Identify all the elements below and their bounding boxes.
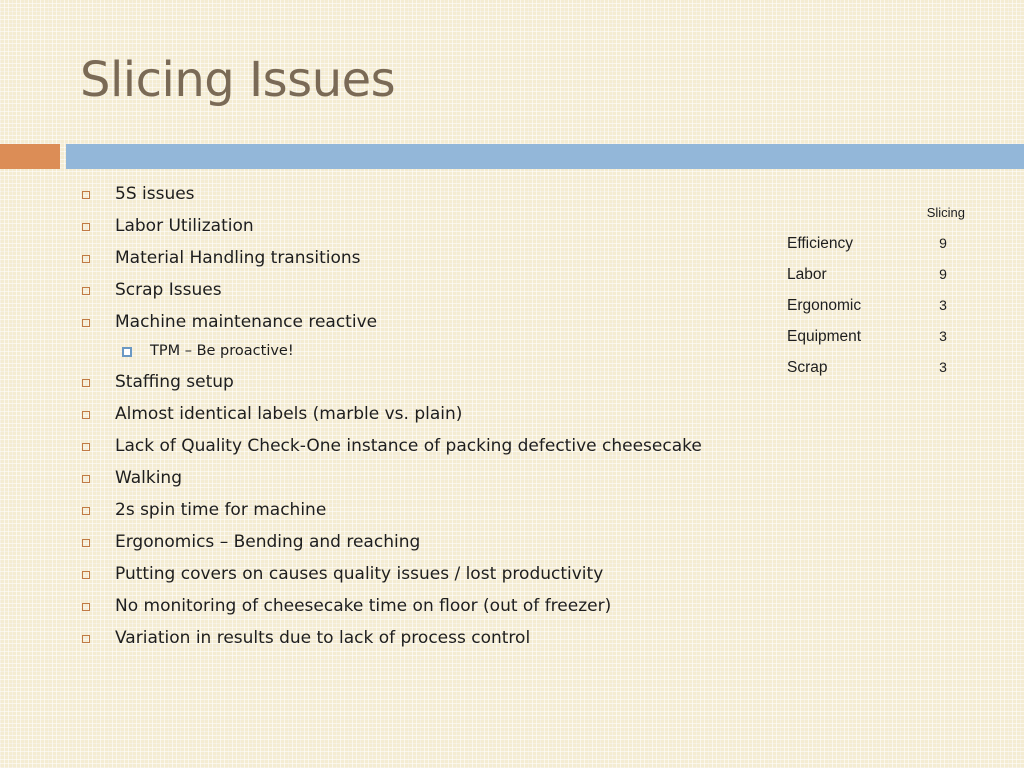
table-header	[787, 198, 977, 228]
bullet-item	[80, 212, 780, 244]
bullet-text: Material Handling transitions	[115, 248, 361, 268]
table-row	[787, 259, 977, 290]
bullet-text: Staffing setup	[115, 372, 234, 392]
row-category: Equipment	[787, 328, 862, 345]
row-value: 3	[939, 297, 947, 313]
bullet-item	[80, 464, 780, 496]
bullet-text: Walking	[115, 468, 182, 488]
accent-bar-orange	[0, 144, 60, 169]
bullet-item	[80, 624, 780, 656]
sub-bullet-item	[80, 340, 780, 368]
sub-bullet-text: TPM – Be proactive!	[150, 343, 294, 359]
row-category: Efficiency	[787, 235, 854, 252]
square-bullet-icon	[82, 539, 90, 547]
row-category: Ergonomic	[787, 297, 862, 314]
bullet-item	[80, 592, 780, 624]
square-bullet-icon	[82, 319, 90, 327]
square-bullet-icon	[82, 287, 90, 295]
row-value: 9	[939, 266, 947, 282]
bullet-item	[80, 244, 780, 276]
bullet-item	[80, 528, 780, 560]
row-category: Scrap	[787, 359, 828, 376]
row-value: 3	[939, 359, 947, 375]
slicing-score-table	[787, 198, 977, 383]
square-bullet-icon	[82, 191, 90, 199]
table-row	[787, 352, 977, 383]
bullet-list	[80, 180, 780, 656]
bullet-text: 2s spin time for machine	[115, 500, 327, 520]
row-value: 3	[939, 328, 947, 344]
square-bullet-icon	[82, 635, 90, 643]
square-bullet-icon	[82, 255, 90, 263]
bullet-text: Labor Utilization	[115, 216, 254, 236]
bullet-item	[80, 432, 780, 464]
table-row	[787, 290, 977, 321]
bullet-text: 5S issues	[115, 184, 195, 204]
square-bullet-icon	[82, 507, 90, 515]
bullet-text: Putting covers on causes quality issues / lost productivity	[115, 564, 604, 584]
bullet-item	[80, 276, 780, 308]
bullet-item	[80, 368, 780, 400]
bullet-item	[80, 560, 780, 592]
row-category: Labor	[787, 266, 827, 283]
bullet-text: Scrap Issues	[115, 280, 222, 300]
bullet-text: Machine maintenance reactive	[115, 312, 378, 332]
square-bullet-icon	[82, 379, 90, 387]
bullet-text: Variation in results due to lack of process control	[115, 628, 531, 648]
row-value: 9	[939, 235, 947, 251]
square-bullet-icon	[82, 411, 90, 419]
accent-bar-blue	[66, 144, 1024, 169]
bullet-text: Lack of Quality Check-One instance of packing defective cheesecake	[115, 436, 702, 456]
column-header-slicing: Slicing	[926, 205, 965, 220]
bullet-text: No monitoring of cheesecake time on floor (out of freezer)	[115, 596, 612, 616]
table-row	[787, 228, 977, 259]
bullet-text: Almost identical labels (marble vs. plain)	[115, 404, 463, 424]
square-bullet-icon	[82, 223, 90, 231]
bullet-item	[80, 400, 780, 432]
bullet-item	[80, 180, 780, 212]
bullet-item	[80, 308, 780, 340]
bullet-text: Ergonomics – Bending and reaching	[115, 532, 421, 552]
square-bullet-icon	[82, 571, 90, 579]
slide-title: Slicing Issues	[80, 52, 396, 108]
square-bullet-icon	[82, 475, 90, 483]
square-bullet-icon	[82, 603, 90, 611]
square-sub-bullet-icon	[122, 347, 132, 357]
square-bullet-icon	[82, 443, 90, 451]
bullet-item	[80, 496, 780, 528]
table-row	[787, 321, 977, 352]
